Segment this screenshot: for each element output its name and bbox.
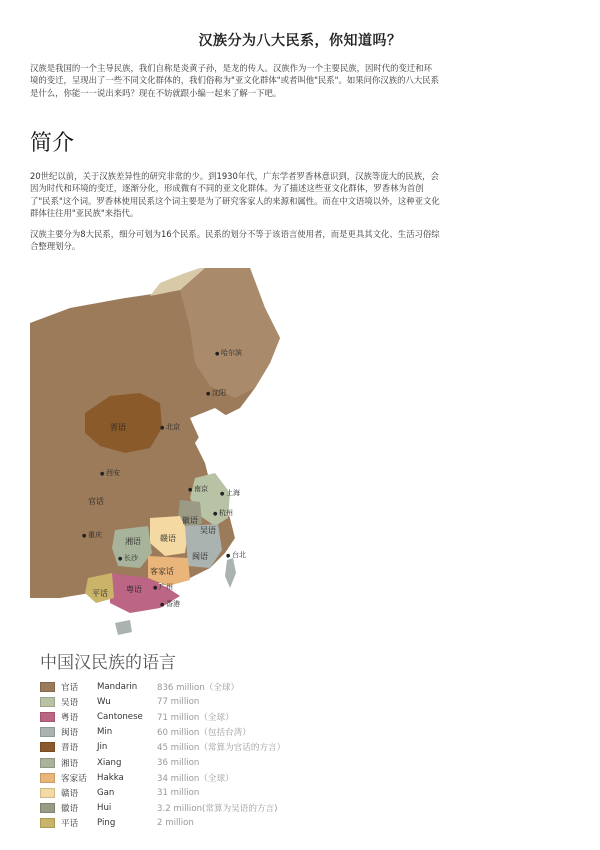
legend-row bbox=[40, 785, 300, 800]
city-changsha: ● 长沙 bbox=[118, 554, 138, 562]
city-nanjing: ● 南京 bbox=[188, 485, 208, 493]
legend-count: 60 million（包括台湾） bbox=[157, 728, 251, 739]
label-gan: 赣语 bbox=[160, 534, 176, 543]
city-dot-icon: ● bbox=[206, 391, 212, 397]
city-dot-icon: ● bbox=[188, 487, 194, 493]
label-yue: 粤语 bbox=[126, 585, 142, 594]
legend-zh-name: 粤语 bbox=[61, 712, 79, 723]
city-hongkong: ● 香港 bbox=[160, 600, 180, 608]
legend-swatch bbox=[40, 742, 55, 752]
legend-row bbox=[40, 816, 300, 831]
body-paragraph-1: 20世纪以前，关于汉族差异性的研究非常的少。到1930年代，广东学者罗香林意识到，汉族等庞大的民族，会因为时代和环境的变迁，逐渐分化，形成微有不同的亚文化群体。为了描述这些亚文化群体，罗香林为首创了"民系"这个词。罗香林使用民系这个词主要是为了研究客家人的来源和属性。而在中文语境以外，这种亚文化群体往往用"亚民族"来指代。 bbox=[30, 171, 440, 219]
legend-row bbox=[40, 709, 300, 724]
label-jin: 晋语 bbox=[110, 423, 126, 432]
legend-swatch bbox=[40, 758, 55, 768]
legend-count: 2 million bbox=[157, 818, 194, 829]
city-dot-icon: ● bbox=[220, 491, 226, 497]
legend-en-name: Mandarin bbox=[97, 681, 138, 692]
label-wu: 吴语 bbox=[200, 526, 216, 535]
dialect-map bbox=[30, 268, 300, 638]
legend-en-name: Min bbox=[97, 727, 113, 738]
legend-zh-name: 晋语 bbox=[61, 743, 79, 754]
city-dot-icon: ● bbox=[153, 585, 159, 591]
legend-swatch bbox=[40, 712, 55, 722]
legend-row bbox=[40, 755, 300, 770]
city-shenyang: ● 沈阳 bbox=[206, 389, 226, 397]
label-mandarin: 官话 bbox=[88, 497, 104, 506]
legend-zh-name: 闽语 bbox=[61, 728, 79, 739]
city-dot-icon: ● bbox=[226, 553, 232, 559]
map-fade bbox=[30, 613, 110, 638]
label-ping: 平话 bbox=[92, 589, 108, 598]
city-chongqing: ● 重庆 bbox=[82, 531, 102, 539]
label-hui: 徽语 bbox=[182, 516, 198, 525]
legend-en-name: Hakka bbox=[97, 772, 124, 783]
city-hangzhou: ● 杭州 bbox=[213, 509, 233, 517]
legend-count: 71 million（全球） bbox=[157, 712, 234, 723]
legend-zh-name: 官话 bbox=[61, 682, 79, 693]
city-taipei: ● 台北 bbox=[226, 551, 246, 559]
legend-zh-name: 赣语 bbox=[61, 788, 79, 799]
legend-row bbox=[40, 801, 300, 816]
label-hakka: 客家话 bbox=[150, 567, 174, 576]
city-shanghai: ● 上海 bbox=[220, 489, 240, 497]
legend-en-name: Wu bbox=[97, 696, 111, 707]
map-legend bbox=[40, 648, 300, 830]
legend-count: 31 million bbox=[157, 787, 200, 798]
legend-zh-name: 徽语 bbox=[61, 804, 79, 815]
city-dot-icon: ● bbox=[160, 602, 166, 608]
city-dot-icon: ● bbox=[118, 556, 124, 562]
legend-title: 中国汉民族的语言 bbox=[40, 653, 176, 673]
legend-en-name: Xiang bbox=[97, 757, 122, 768]
legend-rows bbox=[40, 679, 300, 831]
legend-swatch bbox=[40, 788, 55, 798]
label-min: 闽语 bbox=[192, 552, 208, 561]
legend-zh-name: 湘语 bbox=[61, 758, 79, 769]
legend-count: 836 million（全球） bbox=[157, 682, 240, 693]
label-xiang: 湘语 bbox=[125, 537, 141, 546]
legend-en-name: Cantonese bbox=[97, 711, 143, 722]
city-dot-icon: ● bbox=[100, 471, 106, 477]
legend-count: 36 million bbox=[157, 757, 200, 768]
city-dot-icon: ● bbox=[160, 425, 166, 431]
legend-row bbox=[40, 740, 300, 755]
legend-count: 3.2 million(常算为吴语的方言) bbox=[157, 804, 278, 815]
city-guangzhou: ● 广州 bbox=[153, 583, 173, 591]
intro-paragraph: 汉族是我国的一个主导民族，我们自称是炎黄子孙，是龙的传人。汉族作为一个主要民族，因时代的变迁和环境的变迁，呈现出了一些不同文化群体的，我们俗称为"亚文化群体"或者叫他"民系"。如果问你汉族的八大民系是什么，你能一一说出来吗？现在不妨就跟小编一起来了解一下吧。 bbox=[30, 63, 440, 98]
legend-zh-name: 客家话 bbox=[61, 773, 87, 784]
city-dot-icon: ● bbox=[213, 511, 219, 517]
city-harbin: ● 哈尔滨 bbox=[215, 349, 242, 357]
page-title: 汉族分为八大民系，你知道吗？ bbox=[198, 33, 402, 49]
legend-row bbox=[40, 725, 300, 740]
section-heading: 简介 bbox=[30, 131, 75, 156]
city-xian: ● 西安 bbox=[100, 469, 120, 477]
legend-zh-name: 吴语 bbox=[61, 697, 79, 708]
city-dot-icon: ● bbox=[82, 533, 88, 539]
legend-swatch bbox=[40, 727, 55, 737]
legend-count: 77 million bbox=[157, 696, 200, 707]
legend-count: 34 million（全球） bbox=[157, 773, 234, 784]
legend-swatch bbox=[40, 773, 55, 783]
legend-row bbox=[40, 694, 300, 709]
legend-count: 45 million（常算为官话的方言） bbox=[157, 743, 286, 754]
body-paragraph-2: 汉族主要分为8大民系，细分可划为16个民系。民系的划分不等于该语言使用者，而是更具其文化、生活习俗综合整理划分。 bbox=[30, 229, 440, 252]
legend-en-name: Hui bbox=[97, 803, 112, 814]
legend-row bbox=[40, 679, 300, 694]
legend-zh-name: 平话 bbox=[61, 819, 79, 830]
legend-en-name: Jin bbox=[97, 742, 108, 753]
city-beijing: ● 北京 bbox=[160, 423, 180, 431]
legend-en-name: Ping bbox=[97, 818, 116, 829]
city-dot-icon: ● bbox=[215, 351, 221, 357]
legend-swatch bbox=[40, 803, 55, 813]
legend-swatch bbox=[40, 697, 55, 707]
legend-en-name: Gan bbox=[97, 787, 115, 798]
legend-swatch bbox=[40, 682, 55, 692]
legend-swatch bbox=[40, 818, 55, 828]
legend-row bbox=[40, 770, 300, 785]
